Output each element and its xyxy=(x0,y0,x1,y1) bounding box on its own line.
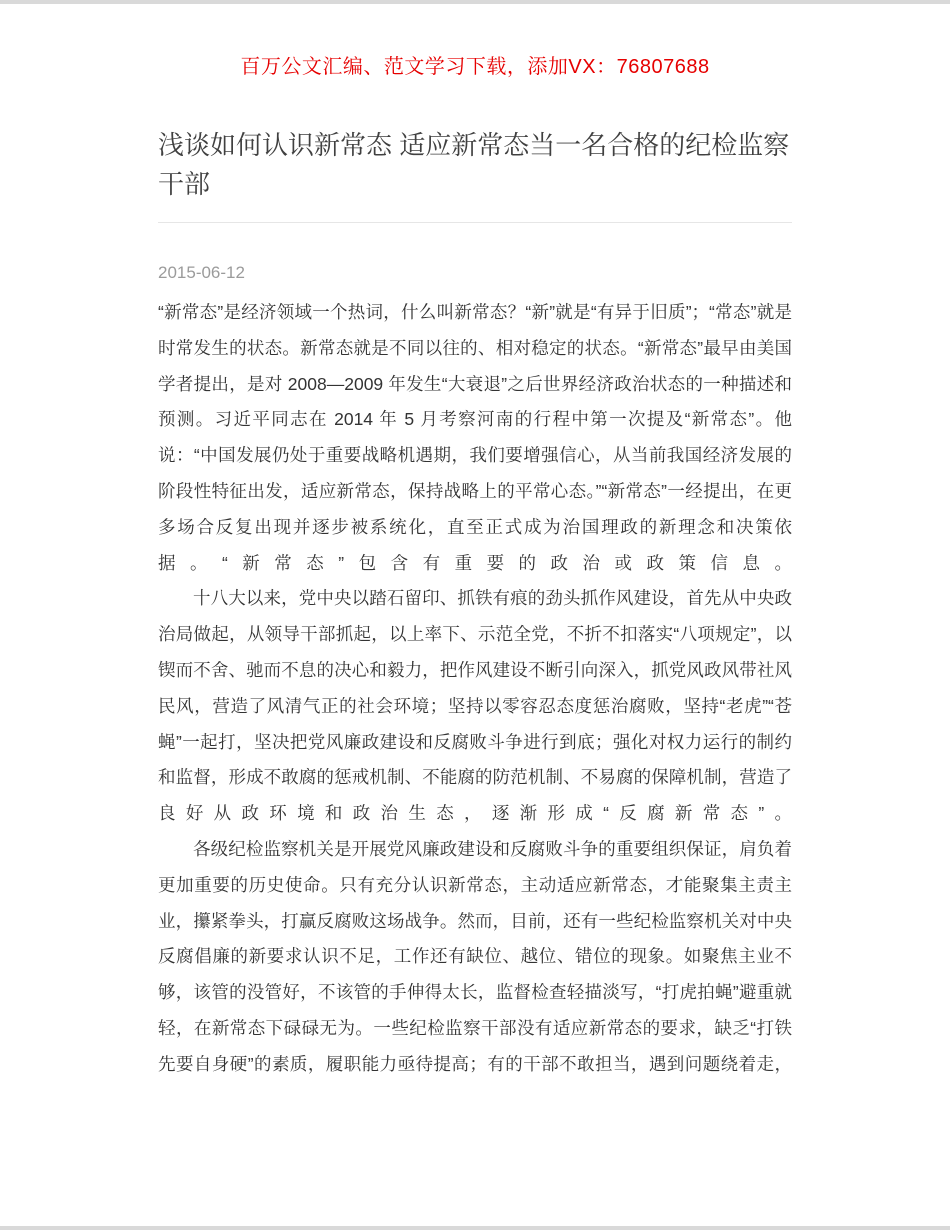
paragraph: 十八大以来，党中央以踏石留印、抓铁有痕的劲头抓作风建设，首先从中央政治局做起，从领导干部抓起，以上率下、示范全党，不折不扣落实“八项规定”，以锲而不舍、驰而不息的决心和毅力，把作风建设不断引向深入，抓党风政风带社风民风，营造了风清气正的社会环境；坚持以零容忍态度惩治腐败，坚持“老虎”“苍蝇”一起打，坚决把党风廉政建设和反腐败斗争进行到底；强化对权力运行的制约和监督，形成不敢腐的惩戒机制、不能腐的防范机制、不易腐的保障机制，营造了良好从政环境和政治生态，逐渐形成“反腐新常态”。 xyxy=(158,588,792,824)
top-border xyxy=(0,0,950,4)
title-divider xyxy=(158,222,792,223)
paragraph: “新常态”是经济领域一个热词，什么叫新常态？“新”就是“有异于旧质”；“常态”就是时常发生的状态。新常态就是不同以往的、相对稳定的状态。“新常态”最早由美国学者提出，是对 2008—2009 年发生“大衰退”之后世界经济政治状态的一种描述和预测。习近平同志在 2014 年 5 月考察河南的行程中第一次提及“新常态”。他说：“中国发展仍处于重要战略机遇期，我们要增强信心，从当前我国经济发展的阶段性特征出发，适应新常态，保持战略上的平常心态。”“新常态”一经提出，在更多场合反复出现并逐步被系统化，直至正式成为治国理政的新理念和决策依据。“新常态”包含有重要的政治或政策信息。 xyxy=(158,302,792,573)
page-title: 浅谈如何认识新常态 适应新常态当一名合格的纪检监察干部 xyxy=(158,130,790,199)
bottom-border xyxy=(0,1226,950,1230)
paragraph: 各级纪检监察机关是开展党风廉政建设和反腐败斗争的重要组织保证，肩负着更加重要的历史使命。只有充分认识新常态，主动适应新常态，才能聚集主责主业，攥紧拳头，打赢反腐败这场战争。然而，目前，还有一些纪检监察机关对中央反腐倡廉的新要求认识不足，工作还有缺位、越位、错位的现象。如聚焦主业不够，该管的没管好，不该管的手伸得太长，监督检查轻描淡写，“打虎拍蝇”避重就轻，在新常态下碌碌无为。一些纪检监察干部没有适应新常态的要求，缺乏“打铁先要自身硬”的素质，履职能力亟待提高；有的干部不敢担当，遇到问题绕着走， xyxy=(158,838,792,1074)
promo-banner: 百万公文汇编、范文学习下载，添加VX：76807688 xyxy=(240,56,710,78)
publish-date: 2015-06-12 xyxy=(158,263,245,282)
article xyxy=(158,126,792,1083)
